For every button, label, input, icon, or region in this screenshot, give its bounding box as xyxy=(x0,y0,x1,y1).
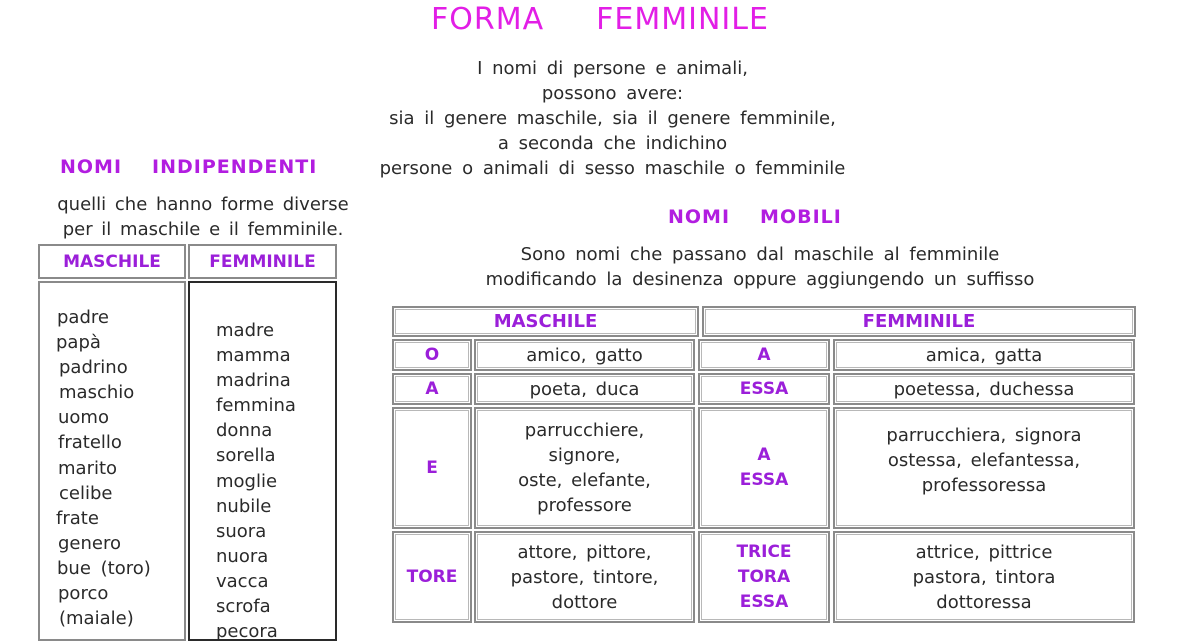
example-text: parrucchiera, signora xyxy=(886,424,1082,446)
example-text: ostessa, elefantessa, xyxy=(887,449,1081,471)
title-word-femminile: FEMMINILE xyxy=(596,2,769,37)
example-text: poetessa, duchessa xyxy=(893,378,1075,400)
list-item: moglie xyxy=(216,470,278,492)
suffix-text: TORA xyxy=(737,566,791,587)
list-item: fratello xyxy=(58,432,122,454)
example-text: pastore, tintore, xyxy=(510,566,659,588)
intro-line: sia il genere maschile, sia il genere femminile, xyxy=(389,108,836,129)
heading-word: NOMI xyxy=(668,206,731,228)
table-row-examples-f xyxy=(833,407,1135,529)
list-item: frate xyxy=(56,507,99,529)
example-text: signore, xyxy=(548,445,621,466)
list-item: nubile xyxy=(216,495,272,517)
column-header: MASCHILE xyxy=(493,311,598,332)
intro-line: possono avere: xyxy=(541,83,684,104)
intro-line: persone o animali di sesso maschile o femminile xyxy=(379,158,846,179)
list-item: pecora xyxy=(216,621,278,643)
example-text: dottoressa xyxy=(936,591,1032,613)
table-row-suffix-f xyxy=(698,339,830,371)
list-item: genero xyxy=(58,532,121,554)
intro-line: I nomi di persone e animali, xyxy=(477,58,748,79)
table-row-examples-f xyxy=(833,531,1135,623)
list-item: madre xyxy=(216,320,275,341)
femminile-word-list xyxy=(216,318,296,644)
list-item: marito xyxy=(58,457,118,479)
list-item: mamma xyxy=(216,345,291,367)
table-row-suffix-m xyxy=(392,531,472,623)
description-line: quelli che hanno forme diverse xyxy=(57,194,349,215)
example-text: professoressa xyxy=(921,474,1047,496)
heading-word: INDIPENDENTI xyxy=(152,156,318,178)
list-item: suora xyxy=(216,520,267,542)
example-text: oste, elefante, xyxy=(518,470,651,491)
table-row-suffix-m xyxy=(392,339,472,371)
table-row-suffix-f xyxy=(698,407,830,529)
description-line: per il maschile e il femminile. xyxy=(62,219,344,240)
table-row-examples-m xyxy=(474,339,695,371)
title-word-forma: FORMA xyxy=(431,2,545,37)
table-row-examples-m xyxy=(474,373,695,405)
list-item: sorella xyxy=(216,445,276,467)
suffix-text: ESSA xyxy=(739,470,789,490)
example-text: amico, gatto xyxy=(526,344,643,366)
table-row-examples-f xyxy=(833,373,1135,405)
list-item: femmina xyxy=(216,395,296,417)
example-text: pastora, tintora xyxy=(912,566,1056,588)
intro-text xyxy=(340,56,885,181)
list-item: madrina xyxy=(216,370,291,392)
heading-word: NOMI xyxy=(60,156,123,178)
list-item: donna xyxy=(216,420,273,442)
example-text: parrucchiere, xyxy=(524,420,645,441)
list-item: bue (toro) xyxy=(57,557,151,579)
suffix-text: A xyxy=(757,344,771,365)
table-row-examples-m xyxy=(474,407,695,529)
column-header: FEMMINILE xyxy=(862,311,976,332)
suffix-text: A xyxy=(757,445,771,465)
page-title xyxy=(0,2,1200,37)
table-row-examples-f xyxy=(833,339,1135,371)
example-text: professore xyxy=(537,495,632,516)
mobili-header-femminile xyxy=(702,306,1136,337)
list-item: padrino xyxy=(59,357,128,379)
example-text: amica, gatta xyxy=(925,344,1043,366)
suffix-text: TORE xyxy=(406,566,458,587)
intro-line: a seconda che indichino xyxy=(497,133,728,154)
list-item: (maiale) xyxy=(59,608,134,630)
table-row-suffix-f xyxy=(698,373,830,405)
mobili-header-maschile xyxy=(392,306,699,337)
example-text: attrice, pittrice xyxy=(915,541,1053,563)
heading-word: MOBILI xyxy=(760,206,842,228)
table-row-suffix-f xyxy=(698,531,830,623)
list-item: maschio xyxy=(59,382,135,404)
table-row-suffix-m xyxy=(392,373,472,405)
column-header: FEMMINILE xyxy=(209,251,316,272)
list-item: uomo xyxy=(58,407,109,429)
indipendenti-description xyxy=(36,192,370,242)
suffix-text: ESSA xyxy=(739,378,789,399)
list-item: scrofa xyxy=(216,596,271,618)
list-item: vacca xyxy=(216,570,269,592)
list-item: padre xyxy=(57,307,109,328)
list-item: nuora xyxy=(216,545,269,567)
suffix-text: O xyxy=(424,344,440,365)
suffix-text: TRICE xyxy=(736,541,792,562)
list-item: celibe xyxy=(59,482,113,504)
list-item: papà xyxy=(56,332,101,354)
indipendenti-header-femminile xyxy=(188,244,337,279)
maschile-word-list xyxy=(56,305,151,631)
suffix-text: ESSA xyxy=(739,591,789,612)
example-text: dottore xyxy=(551,591,618,613)
table-row-examples-m xyxy=(474,531,695,623)
heading-nomi-mobili xyxy=(668,206,842,228)
column-header: MASCHILE xyxy=(63,251,161,272)
description-line: Sono nomi che passano dal maschile al femminile xyxy=(520,244,1000,265)
description-line: modificando la desinenza oppure aggiungendo un suffisso xyxy=(485,269,1035,290)
suffix-text: A xyxy=(425,378,439,399)
heading-nomi-indipendenti xyxy=(60,156,317,178)
table-row-suffix-m xyxy=(392,407,472,529)
example-text: poeta, duca xyxy=(529,378,640,400)
suffix-text: E xyxy=(426,457,438,478)
mobili-description xyxy=(430,242,1090,292)
indipendenti-header-maschile xyxy=(38,244,186,279)
example-text: attore, pittore, xyxy=(517,541,652,563)
list-item: porco xyxy=(58,583,109,605)
